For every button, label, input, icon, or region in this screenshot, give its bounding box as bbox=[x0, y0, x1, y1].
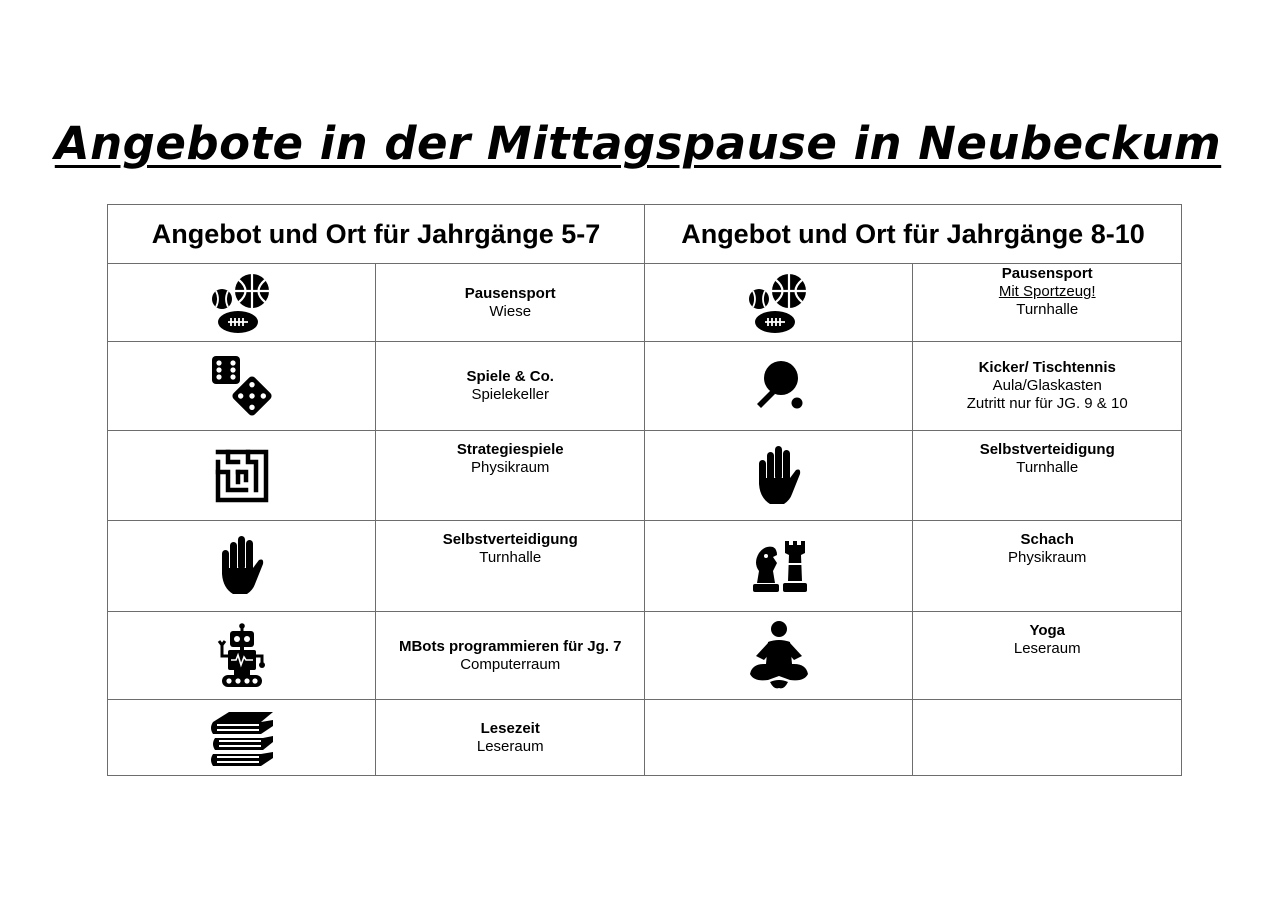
offer-table bbox=[107, 204, 1182, 776]
table-row bbox=[108, 342, 1182, 431]
offer-location: Physikraum bbox=[471, 459, 550, 476]
offer-cell bbox=[913, 521, 1182, 612]
offer-cell bbox=[913, 342, 1182, 431]
table-row bbox=[108, 700, 1182, 776]
offer-note: Mit Sportzeug! bbox=[998, 283, 1096, 300]
offer-cell bbox=[913, 431, 1182, 521]
icon-cell bbox=[108, 431, 376, 521]
offer-name: Spiele & Co. bbox=[466, 368, 554, 385]
offer-cell bbox=[376, 264, 644, 342]
offer-location: Spielekeller bbox=[471, 386, 549, 403]
offer-name: MBots programmieren für Jg. 7 bbox=[398, 637, 622, 655]
maze-icon bbox=[215, 449, 269, 503]
hand-icon bbox=[219, 534, 265, 598]
icon-cell bbox=[644, 264, 912, 342]
icon-cell bbox=[644, 521, 912, 612]
table-row bbox=[108, 264, 1182, 342]
yoga-icon bbox=[744, 620, 814, 692]
offer-name: Yoga bbox=[1029, 622, 1065, 639]
dice-icon bbox=[210, 354, 274, 418]
offer-cell bbox=[376, 521, 644, 612]
offer-location: Wiese bbox=[489, 302, 532, 320]
sports-balls-icon bbox=[747, 271, 811, 335]
icon-cell bbox=[108, 342, 376, 431]
header-left: Angebot und Ort für Jahrgänge 5-7 bbox=[108, 205, 645, 264]
icon-cell bbox=[108, 612, 376, 700]
offer-cell bbox=[376, 342, 644, 431]
offer-location: Turnhalle bbox=[1016, 301, 1079, 318]
header-right: Angebot und Ort für Jahrgänge 8-10 bbox=[644, 205, 1181, 264]
offer-name: Lesezeit bbox=[480, 719, 540, 737]
icon-cell bbox=[644, 612, 912, 700]
offer-location: Aula/Glaskasten bbox=[992, 377, 1102, 394]
icon-cell bbox=[644, 342, 912, 431]
offer-location: Turnhalle bbox=[1016, 459, 1079, 476]
empty-cell bbox=[644, 700, 912, 776]
offer-location: Leseraum bbox=[476, 737, 544, 755]
hand-icon bbox=[756, 444, 802, 508]
chess-icon bbox=[749, 537, 809, 595]
offer-name: Strategiespiele bbox=[456, 441, 564, 458]
table-row bbox=[108, 431, 1182, 521]
books-icon bbox=[209, 708, 275, 768]
offer-cell bbox=[376, 431, 644, 521]
offer-cell bbox=[376, 700, 644, 776]
offer-location: Turnhalle bbox=[479, 549, 542, 566]
robot-icon bbox=[215, 623, 269, 689]
icon-cell bbox=[644, 431, 912, 521]
header-row bbox=[108, 205, 1182, 264]
page-title bbox=[0, 112, 1276, 176]
offer-name: Selbstverteidigung bbox=[442, 531, 578, 548]
icon-cell bbox=[108, 264, 376, 342]
offer-name: Pausensport bbox=[464, 284, 556, 302]
offer-location: Computerraum bbox=[460, 655, 561, 673]
table-row bbox=[108, 521, 1182, 612]
page-title-text: Angebote in der Mittagspause in Neubeckum bbox=[54, 117, 1222, 170]
icon-cell bbox=[108, 700, 376, 776]
offer-cell bbox=[376, 612, 644, 700]
offer-name: Schach bbox=[1020, 531, 1074, 548]
icon-cell bbox=[108, 521, 376, 612]
offer-name: Pausensport bbox=[1001, 265, 1093, 282]
offer-cell bbox=[913, 264, 1182, 342]
offer-location: Physikraum bbox=[1008, 549, 1087, 566]
offer-name: Kicker/ Tischtennis bbox=[978, 359, 1116, 376]
offer-note: Zutritt nur für JG. 9 & 10 bbox=[966, 395, 1128, 412]
sports-balls-icon bbox=[210, 271, 274, 335]
empty-cell bbox=[913, 700, 1182, 776]
offer-name: Selbstverteidigung bbox=[979, 441, 1115, 458]
offer-cell bbox=[913, 612, 1182, 700]
table-tennis-icon bbox=[751, 358, 807, 414]
offer-location: Leseraum bbox=[1013, 640, 1081, 657]
table-row bbox=[108, 612, 1182, 700]
